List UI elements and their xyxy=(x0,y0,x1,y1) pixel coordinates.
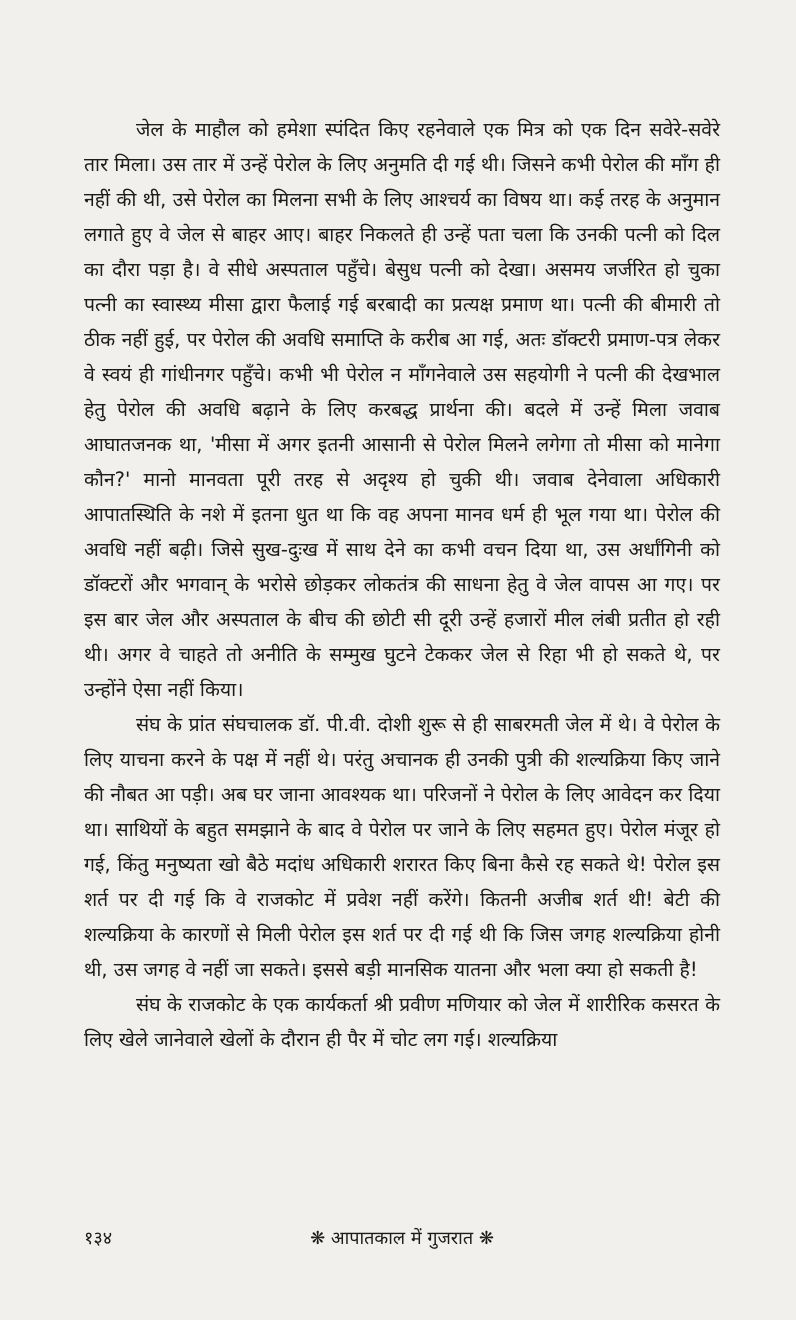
paragraph-2: संघ के प्रांत संघचालक डॉ. पी.वी. दोशी शुरू से ही साबरमती जेल में थे। वे पेरोल के लिए याचना करने के पक्ष में नहीं थे। परंतु अचानक ही उनकी पुत्री की शल्यक्रिया किए जाने की नौबत आ पड़ी। अब घर जाना आवश्यक था। परिजनों ने पेरोल के लिए आवेदन कर दिया था। साथियों के बहुत समझाने के बाद वे पेरोल पर जाने के लिए सहमत हुए। पेरोल मंजूर हो गई, किंतु मनुष्यता खो बैठे मदांध अधिकारी शरारत किए बिना कैसे रह सकते थे! पेरोल इस शर्त पर दी गई कि वे राजकोट में प्रवेश नहीं करेंगे। कितनी अजीब शर्त थी! बेटी की शल्यक्रिया के कारणों से मिली पेरोल इस शर्त पर दी गई थी कि जिस जगह शल्यक्रिया होनी थी, उस जगह वे नहीं जा सकते। इससे बड़ी मानसिक यातना और भला क्या हो सकती है! xyxy=(84,713,720,981)
page-number: १३४ xyxy=(84,1228,113,1249)
running-title: ❋ आपातकाल में गुजरात ❋ xyxy=(310,1228,494,1249)
body-text xyxy=(84,112,720,1057)
paragraph-1: जेल के माहौल को हमेशा स्पंदित किए रहनेवाले एक मित्र को एक दिन सवेरे-सवेरे तार मिला। उस तार में उन्हें पेरोल के लिए अनुमति दी गई थी। जिसने कभी पेरोल की माँग ही नहीं की थी, उसे पेरोल का मिलना सभी के लिए आश्चर्य का विषय था। कई तरह के अनुमान लगाते हुए वे जेल से बाहर आए। बाहर निकलते ही उन्हें पता चला कि उनकी पत्नी को दिल का दौरा पड़ा है। वे सीधे अस्पताल पहुँचे। बेसुध पत्नी को देखा। असमय जर्जरित हो चुका पत्नी का स्वास्थ्य मीसा द्वारा फैलाई गई बरबादी का प्रत्यक्ष प्रमाण था। पत्नी की बीमारी तो ठीक नहीं हुई, पर पेरोल की अवधि समाप्ति के करीब आ गई, अतः डॉक्टरी प्रमाण-पत्र लेकर वे स्वयं ही गांधीनगर पहुँचे। कभी भी पेरोल न माँगनेवाले उस सहयोगी ने पत्नी की देखभाल हेतु पेरोल की अवधि बढ़ाने के लिए करबद्ध प्रार्थना की। बदले में उन्हें मिला जवाब आघातजनक था, 'मीसा में अगर इतनी आसानी से पेरोल मिलने लगेगा तो मीसा को मानेगा कौन?' मानो मानवता पूरी तरह से अदृश्य हो चुकी थी। जवाब देनेवाला अधिकारी आपातस्थिति के नशे में इतना धुत था कि वह अपना मानव धर्म ही भूल गया था। पेरोल की अवधि नहीं बढ़ी। जिसे सुख-दुःख में साथ देने का कभी वचन दिया था, उस अर्धांगिनी को डॉक्टरों और भगवान् के भरोसे छोड़कर लोकतंत्र की साधना हेतु वे जेल वापस आ गए। पर इस बार जेल और अस्पताल के बीच की छोटी सी दूरी उन्हें हजारों मील लंबी प्रतीत हो रही थी। अगर वे चाहते तो अनीति के सम्मुख घुटने टेककर जेल से रिहा भी हो सकते थे, पर उन्होंने ऐसा नहीं किया। xyxy=(84,118,720,701)
paragraph-3: संघ के राजकोट के एक कार्यकर्ता श्री प्रवीण मणियार को जेल में शारीरिक कसरत के लिए खेले जानेवाले खेलों के दौरान ही पैर में चोट लग गई। शल्यक्रिया xyxy=(84,993,720,1051)
page-footer xyxy=(84,1226,720,1256)
